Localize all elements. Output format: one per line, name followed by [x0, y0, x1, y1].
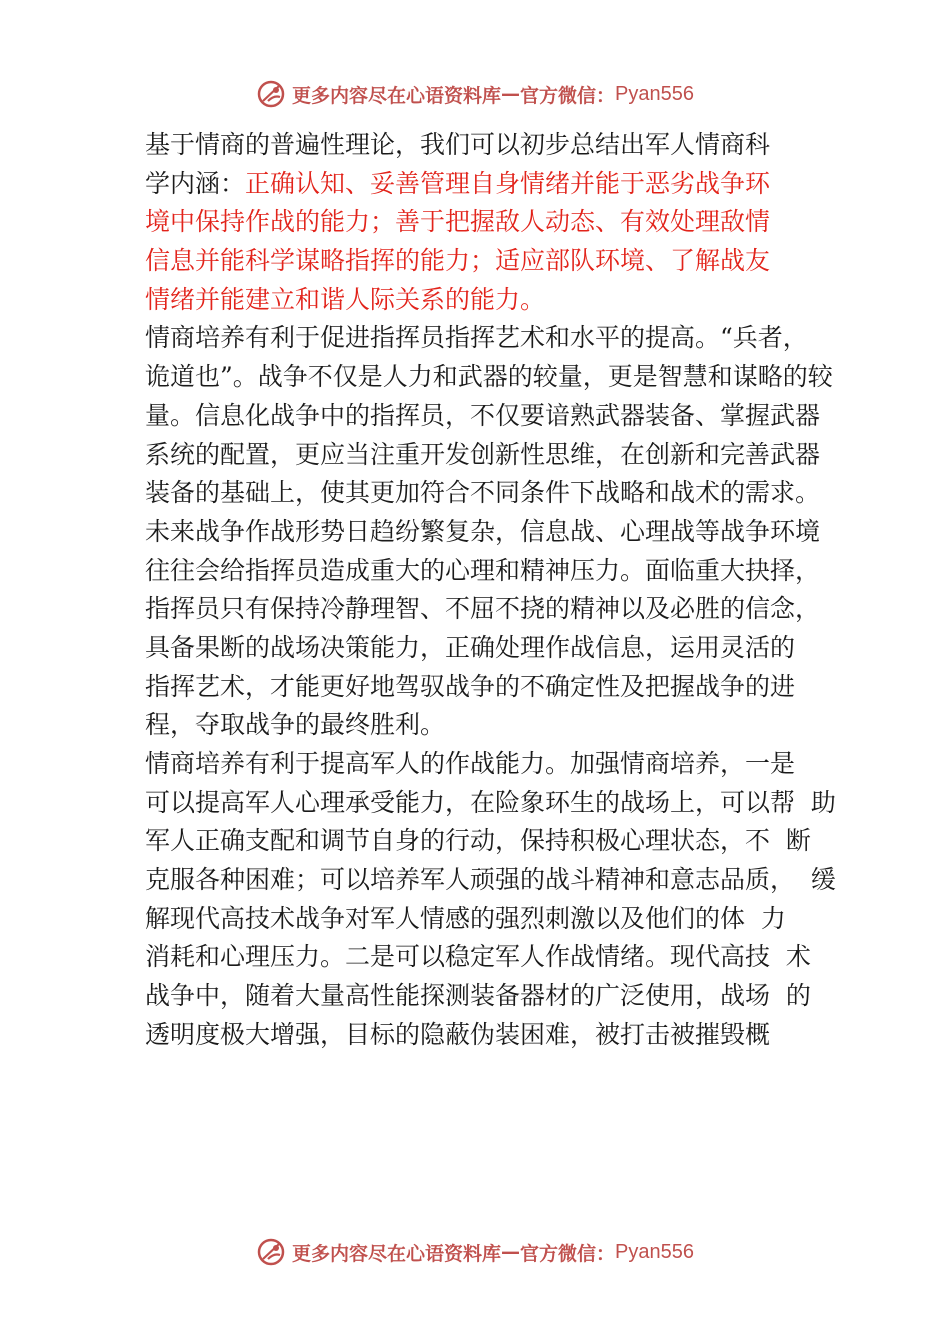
banner-dash: —	[501, 1241, 521, 1263]
text-line	[145, 590, 845, 629]
body-text: 消耗和心理压力。二是可以稳定军人作战情绪。现代高技 术	[145, 942, 811, 972]
body-text: 情商培养有利于提高军人的作战能力。加强情商培养，一是	[145, 749, 796, 778]
body-text: 解现代高技术战争对军人情感的强烈刺激以及他们的体 力	[145, 903, 786, 933]
text-line	[145, 126, 845, 165]
paragraph	[145, 126, 845, 319]
text-line	[145, 1016, 845, 1055]
body-text: 透明度极大增强，目标的隐蔽伪装困难，被打击被摧毁概	[145, 1019, 771, 1049]
body-text: 具备果断的战场决策能力，正确处理作战信息，运用灵活的	[145, 632, 796, 662]
text-line	[145, 861, 845, 900]
body-text: 克服各种困难；可以培养军人顽强的战斗精神和意志品质， 缓	[145, 865, 836, 895]
body-text: 可以提高军人心理承受能力，在险象环生的战场上，可以帮 助	[145, 787, 836, 817]
body-text: 指挥艺术，才能更好地驾驭战争的不确定性及把握战争的进	[145, 671, 796, 701]
banner-site-text: 更多内容尽在心语资料库	[292, 1242, 502, 1265]
text-line	[145, 938, 845, 977]
banner-wechat-id: Pyan556	[615, 82, 694, 105]
body-text: 量。信息化战争中的指挥员，不仅要谙熟武器装备、掌握武器	[145, 400, 821, 430]
text-line	[145, 513, 845, 552]
body-text: 未来战争作战形势日趋纷繁复杂，信息战、心理战等战争环境	[145, 516, 821, 546]
text-line	[145, 822, 845, 861]
body-text: 系统的配置，更应当注重开发创新性思维，在创新和完善武器	[145, 439, 821, 469]
text-line	[145, 668, 845, 707]
body-text: 基于情商的普遍性理论，我们可以初步总结出军人情商科	[145, 130, 771, 159]
highlighted-text: 信息并能科学谋略指挥的能力；适应部队环境、了解战友	[145, 246, 771, 276]
text-line	[145, 165, 845, 204]
body-text: 军人正确支配和调节自身的行动，保持积极心理状态，不 断	[145, 826, 811, 856]
body-text: 指挥员只有保持冷静理智、不屈不挠的精神以及必胜的信念，	[145, 594, 821, 624]
banner-site-text: 更多内容尽在心语资料库	[292, 84, 502, 107]
paragraph	[145, 745, 845, 1055]
banner-wechat-label: 官方微信：	[520, 1242, 616, 1265]
text-line	[145, 319, 845, 358]
footer-banner	[0, 1232, 950, 1272]
highlighted-text: 情绪并能建立和谐人际关系的能力。	[145, 284, 546, 314]
body-text: 程，夺取战争的最终胜利。	[145, 710, 446, 740]
header-banner	[0, 74, 950, 114]
text-line	[145, 784, 845, 823]
text-line	[145, 358, 845, 397]
paragraph	[145, 319, 845, 745]
text-line	[145, 706, 845, 745]
text-line	[145, 281, 845, 320]
document-body	[145, 126, 845, 1055]
body-text: 情商培养有利于促进指挥员指挥艺术和水平的提高。“兵者，	[145, 323, 808, 353]
logo-icon	[256, 79, 286, 109]
logo-icon	[256, 1237, 286, 1267]
body-text: 往往会给指挥员造成重大的心理和精神压力。面临重大抉择，	[145, 555, 821, 585]
text-line	[145, 552, 845, 591]
highlighted-text: 正确认知、妥善管理自身情绪并能于恶劣战争环	[245, 168, 771, 198]
text-line	[145, 436, 845, 475]
text-line	[145, 900, 845, 939]
body-text: 学内涵：	[145, 168, 246, 198]
text-line	[145, 203, 845, 242]
text-line	[145, 242, 845, 281]
banner-wechat-id: Pyan556	[615, 1240, 694, 1263]
highlighted-text: 境中保持作战的能力；善于把握敌人动态、有效处理敌情	[145, 207, 771, 237]
body-text: 战争中，随着大量高性能探测装备器材的广泛使用，战场 的	[145, 981, 811, 1011]
body-text: 诡道也”。战争不仅是人力和武器的较量，更是智慧和谋略的较	[145, 362, 833, 392]
text-line	[145, 397, 845, 436]
banner-wechat-label: 官方微信：	[520, 84, 616, 107]
body-text: 装备的基础上，使其更加符合不同条件下战略和战术的需求。	[145, 478, 821, 508]
banner-dash: —	[501, 83, 521, 105]
text-line	[145, 474, 845, 513]
text-line	[145, 629, 845, 668]
text-line	[145, 745, 845, 784]
text-line	[145, 977, 845, 1016]
